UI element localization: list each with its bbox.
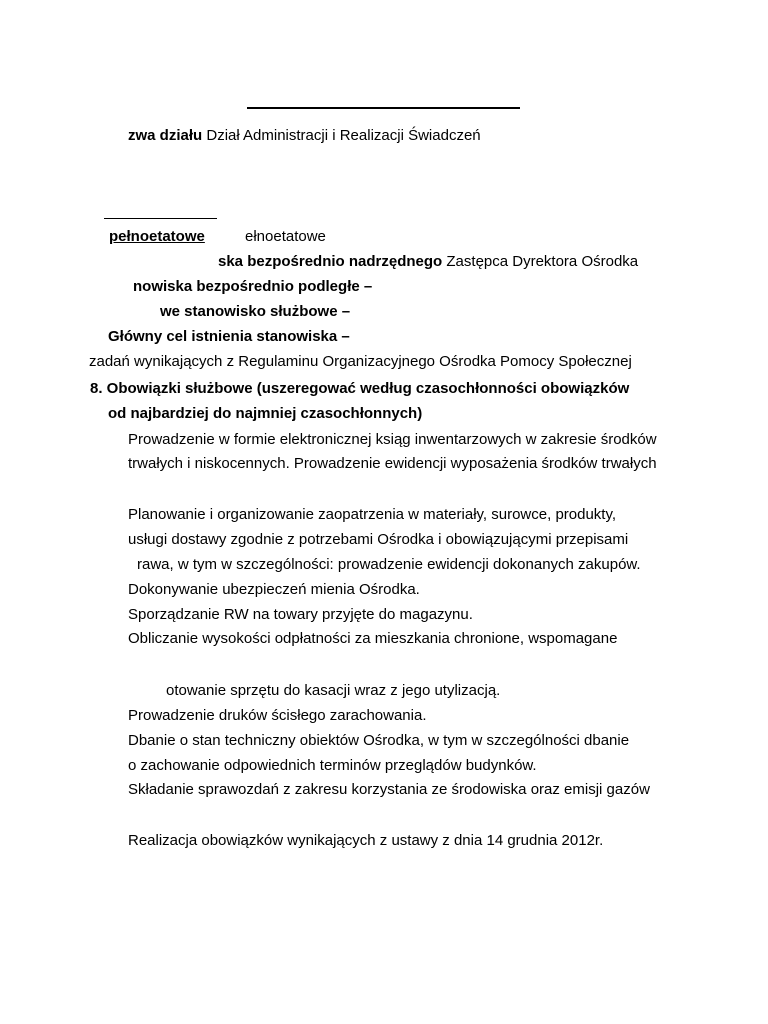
superior-line [218, 253, 638, 271]
department-line [128, 127, 481, 145]
subordinate-label: nowiska bezpośrednio podległe – [133, 278, 373, 295]
department-label: zwa działu [128, 127, 203, 144]
duty-line: Dokonywanie ubezpieczeń mienia Ośrodka. [128, 581, 420, 598]
superior-value: Zastępca Dyrektora Ośrodka [446, 253, 639, 270]
duty-line: usługi dostawy zgodnie z potrzebami Ośrodka i obowiązującymi przepisami [128, 531, 629, 548]
duty-line: o zachowanie odpowiednich terminów przeglądów budynków. [128, 757, 537, 774]
department-value: Dział Administracji i Realizacji Świadczeń [206, 127, 481, 144]
duty-line: trwałych i niskocennych. Prowadzenie ewidencji wyposażenia środków trwałych [128, 455, 657, 472]
duty-line: Składanie sprawozdań z zakresu korzystania ze środowiska oraz emisji gazów [128, 781, 650, 798]
duty-line: Dbanie o stan techniczny obiektów Ośrodka, w tym w szczególności dbanie [128, 732, 630, 749]
top-rule [247, 107, 520, 109]
fulltime-line [109, 228, 205, 246]
duty-line: Prowadzenie druków ścisłego zarachowania. [128, 707, 427, 724]
duty-line: otowanie sprzętu do kasacji wraz z jego utylizacją. [166, 682, 501, 699]
fulltime-label: pełnoetatowe [109, 228, 205, 245]
fulltime-value: ełnoetatowe [245, 228, 326, 245]
duty-line: Planowanie i organizowanie zaopatrzenia w materiały, surowce, produkty, [128, 506, 617, 523]
duty-line: Sporządzanie RW na towary przyjęte do magazynu. [128, 606, 473, 623]
duty-line: Obliczanie wysokości odpłatności za mieszkania chronione, wspomagane [128, 630, 618, 647]
field-rule [104, 218, 217, 219]
duty-line: Realizacja obowiązków wynikających z ustawy z dnia 14 grudnia 2012r. [128, 832, 604, 849]
position-label: we stanowisko służbowe – [160, 303, 351, 320]
superior-label: ska bezpośrednio nadrzędnego [218, 253, 443, 270]
goal-text: zadań wynikających z Regulaminu Organizacyjnego Ośrodka Pomocy Społecznej [89, 353, 632, 370]
goal-label: Główny cel istnienia stanowiska – [108, 328, 350, 345]
duty-line: Prowadzenie w formie elektronicznej ksiąg inwentarzowych w zakresie środków [128, 431, 657, 448]
duties-heading-1: 8. Obowiązki służbowe (uszeregować według czasochłonności obowiązków [90, 380, 630, 397]
duty-line: rawa, w tym w szczególności: prowadzenie ewidencji dokonanych zakupów. [137, 556, 641, 573]
duties-heading-2: od najbardziej do najmniej czasochłonnych) [108, 405, 423, 422]
